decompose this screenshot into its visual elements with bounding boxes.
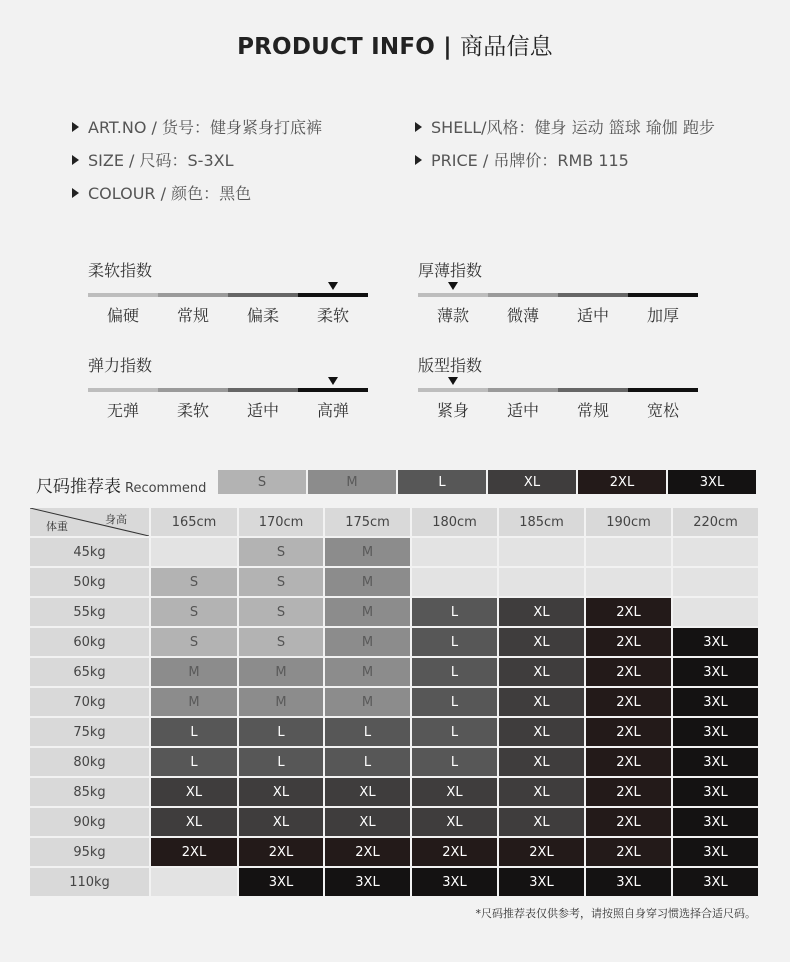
index-segment (628, 293, 698, 297)
size-cell: S (151, 568, 237, 596)
bullet-triangle-icon (72, 188, 79, 198)
size-cell: 3XL (673, 748, 758, 776)
size-cell: XL (499, 688, 584, 716)
legend-item: 3XL (668, 470, 756, 494)
size-cell (673, 598, 758, 626)
selected-marker-icon (328, 377, 338, 385)
size-cell: L (239, 718, 323, 746)
index-segment (298, 388, 368, 392)
title-separator: | (443, 34, 452, 60)
size-cell: XL (499, 718, 584, 746)
size-cell: 3XL (673, 808, 758, 836)
weight-label: 75kg (30, 718, 149, 746)
info-colour: COLOUR / 颜色：黑色 (72, 181, 251, 204)
size-cell (151, 868, 237, 896)
corner-height-label: 身高 (105, 513, 127, 526)
size-cell: M (239, 658, 323, 686)
legend-item: S (218, 470, 306, 494)
size-cell: M (239, 688, 323, 716)
index-option: 微薄 (506, 306, 539, 325)
size-cell: XL (325, 808, 410, 836)
index-option: 高弹 (316, 401, 349, 420)
size-cell: S (239, 568, 323, 596)
size-cell: M (325, 538, 410, 566)
legend-item: M (308, 470, 396, 494)
corner-weight-label: 体重 (46, 520, 68, 533)
size-cell: XL (239, 808, 323, 836)
index-option: 薄款 (436, 306, 469, 325)
size-cell: L (325, 718, 410, 746)
size-cell: XL (499, 658, 584, 686)
info-shell: SHELL/风格：健身 运动 篮球 瑜伽 跑步 (415, 115, 715, 138)
elasticity-index (88, 353, 368, 421)
legend-item: XL (488, 470, 576, 494)
size-cell: S (151, 628, 237, 656)
footnote: *尺码推荐表仅供参考，请按照自身穿习惯选择合适尺码。 (475, 907, 756, 920)
index-option: 适中 (506, 401, 539, 420)
weight-label: 70kg (30, 688, 149, 716)
index-segment (228, 293, 298, 297)
index-segment (558, 388, 628, 392)
height-header: 220cm (673, 508, 758, 536)
size-cell (151, 538, 237, 566)
index-option: 柔软 (316, 306, 349, 325)
size-cell: 2XL (586, 598, 671, 626)
size-cell: 2XL (586, 688, 671, 716)
size-cell: M (325, 628, 410, 656)
size-cell (673, 568, 758, 596)
size-cell: L (412, 748, 497, 776)
weight-label: 110kg (30, 868, 149, 896)
size-cell: 2XL (586, 778, 671, 806)
size-cell: 2XL (586, 838, 671, 866)
softness-index (88, 258, 368, 326)
index-segment (158, 293, 228, 297)
bullet-triangle-icon (72, 155, 79, 165)
weight-label: 45kg (30, 538, 149, 566)
weight-label: 80kg (30, 748, 149, 776)
index-option: 偏硬 (106, 306, 139, 325)
info-art-no: ART.NO / 货号：健身紧身打底裤 (72, 115, 322, 138)
weight-label: 85kg (30, 778, 149, 806)
index-label: 厚薄指数 (418, 261, 483, 280)
size-cell: M (151, 658, 237, 686)
size-cell: M (325, 568, 410, 596)
size-cell: 2XL (499, 838, 584, 866)
size-cell: XL (412, 808, 497, 836)
size-cell: L (325, 748, 410, 776)
size-cell (412, 568, 497, 596)
weight-label: 95kg (30, 838, 149, 866)
size-cell: L (239, 748, 323, 776)
index-option: 常规 (176, 306, 209, 325)
index-segment (158, 388, 228, 392)
index-segment (418, 388, 488, 392)
height-header: 180cm (412, 508, 497, 536)
size-cell (499, 568, 584, 596)
size-cell: 3XL (673, 838, 758, 866)
size-cell: M (325, 658, 410, 686)
size-cell: XL (325, 778, 410, 806)
size-cell: 2XL (586, 628, 671, 656)
size-cell: 3XL (673, 658, 758, 686)
info-size: SIZE / 尺码：S-3XL (72, 148, 234, 171)
legend-item: 2XL (578, 470, 666, 494)
height-header: 170cm (239, 508, 323, 536)
size-cell: S (239, 538, 323, 566)
size-cell: 2XL (586, 748, 671, 776)
size-cell: L (412, 658, 497, 686)
index-segment (488, 388, 558, 392)
thickness-index (418, 258, 698, 326)
weight-label: 90kg (30, 808, 149, 836)
size-cell: 3XL (412, 868, 497, 896)
size-cell: L (412, 628, 497, 656)
weight-label: 55kg (30, 598, 149, 626)
size-cell: 3XL (673, 718, 758, 746)
weight-label: 50kg (30, 568, 149, 596)
index-bar (88, 293, 368, 297)
size-cell: XL (499, 808, 584, 836)
size-cell: 2XL (586, 718, 671, 746)
index-option: 适中 (246, 401, 279, 420)
index-option: 宽松 (646, 401, 679, 420)
selected-marker-icon (328, 282, 338, 290)
size-cell: XL (499, 748, 584, 776)
size-cell: 2XL (151, 838, 237, 866)
index-option: 常规 (576, 401, 609, 420)
size-cell: 3XL (239, 868, 323, 896)
size-cell: 3XL (499, 868, 584, 896)
index-segment (558, 293, 628, 297)
size-cell: L (412, 718, 497, 746)
page-title (0, 28, 790, 61)
selected-marker-icon (448, 282, 458, 290)
index-segment (88, 388, 158, 392)
index-bar (418, 388, 698, 392)
index-label: 版型指数 (418, 356, 483, 375)
index-segment (488, 293, 558, 297)
title-zh: 商品信息 (460, 34, 553, 60)
fit-index (418, 353, 698, 421)
height-header: 165cm (151, 508, 237, 536)
size-cell: 3XL (673, 778, 758, 806)
size-cell (499, 538, 584, 566)
index-segment (88, 293, 158, 297)
size-cell (586, 568, 671, 596)
bullet-triangle-icon (415, 155, 422, 165)
height-header: 190cm (586, 508, 671, 536)
index-bar (418, 293, 698, 297)
index-option: 偏柔 (246, 306, 279, 325)
size-cell: L (151, 748, 237, 776)
size-cell (673, 538, 758, 566)
size-cell (412, 538, 497, 566)
index-segment (418, 293, 488, 297)
index-segment (628, 388, 698, 392)
index-label: 弹力指数 (88, 356, 153, 375)
size-cell: XL (412, 778, 497, 806)
size-cell: M (325, 688, 410, 716)
size-cell: S (239, 628, 323, 656)
index-segment (228, 388, 298, 392)
index-option: 柔软 (176, 401, 209, 420)
size-cell: 2XL (412, 838, 497, 866)
height-header: 175cm (325, 508, 410, 536)
size-cell: 3XL (325, 868, 410, 896)
table-corner (30, 508, 149, 536)
size-cell: 2XL (325, 838, 410, 866)
size-cell: XL (151, 808, 237, 836)
size-cell: 3XL (673, 868, 758, 896)
index-bar (88, 388, 368, 392)
index-option: 加厚 (646, 306, 679, 325)
size-cell: 3XL (673, 628, 758, 656)
size-cell: M (151, 688, 237, 716)
size-cell: XL (151, 778, 237, 806)
index-option: 紧身 (436, 401, 469, 420)
size-cell: L (412, 598, 497, 626)
weight-label: 60kg (30, 628, 149, 656)
size-cell: XL (499, 598, 584, 626)
size-cell: S (151, 598, 237, 626)
size-cell: S (239, 598, 323, 626)
selected-marker-icon (448, 377, 458, 385)
size-cell: 3XL (586, 868, 671, 896)
recommend-title: 尺码推荐表 Recommend (36, 477, 207, 497)
bullet-triangle-icon (72, 122, 79, 132)
size-cell: L (151, 718, 237, 746)
size-cell: XL (499, 628, 584, 656)
index-segment (298, 293, 368, 297)
index-option: 适中 (576, 306, 609, 325)
size-cell: XL (499, 778, 584, 806)
legend-item: L (398, 470, 486, 494)
size-cell: XL (239, 778, 323, 806)
weight-label: 65kg (30, 658, 149, 686)
index-label: 柔软指数 (88, 261, 153, 280)
size-cell (586, 538, 671, 566)
size-cell: 3XL (673, 688, 758, 716)
height-header: 185cm (499, 508, 584, 536)
size-cell: 2XL (586, 658, 671, 686)
info-price: PRICE / 吊牌价：RMB 115 (415, 148, 629, 171)
title-en: PRODUCT INFO (237, 34, 436, 60)
size-cell: 2XL (586, 808, 671, 836)
index-option: 无弹 (106, 401, 139, 420)
bullet-triangle-icon (415, 122, 422, 132)
size-cell: M (325, 598, 410, 626)
size-cell: L (412, 688, 497, 716)
size-cell: 2XL (239, 838, 323, 866)
